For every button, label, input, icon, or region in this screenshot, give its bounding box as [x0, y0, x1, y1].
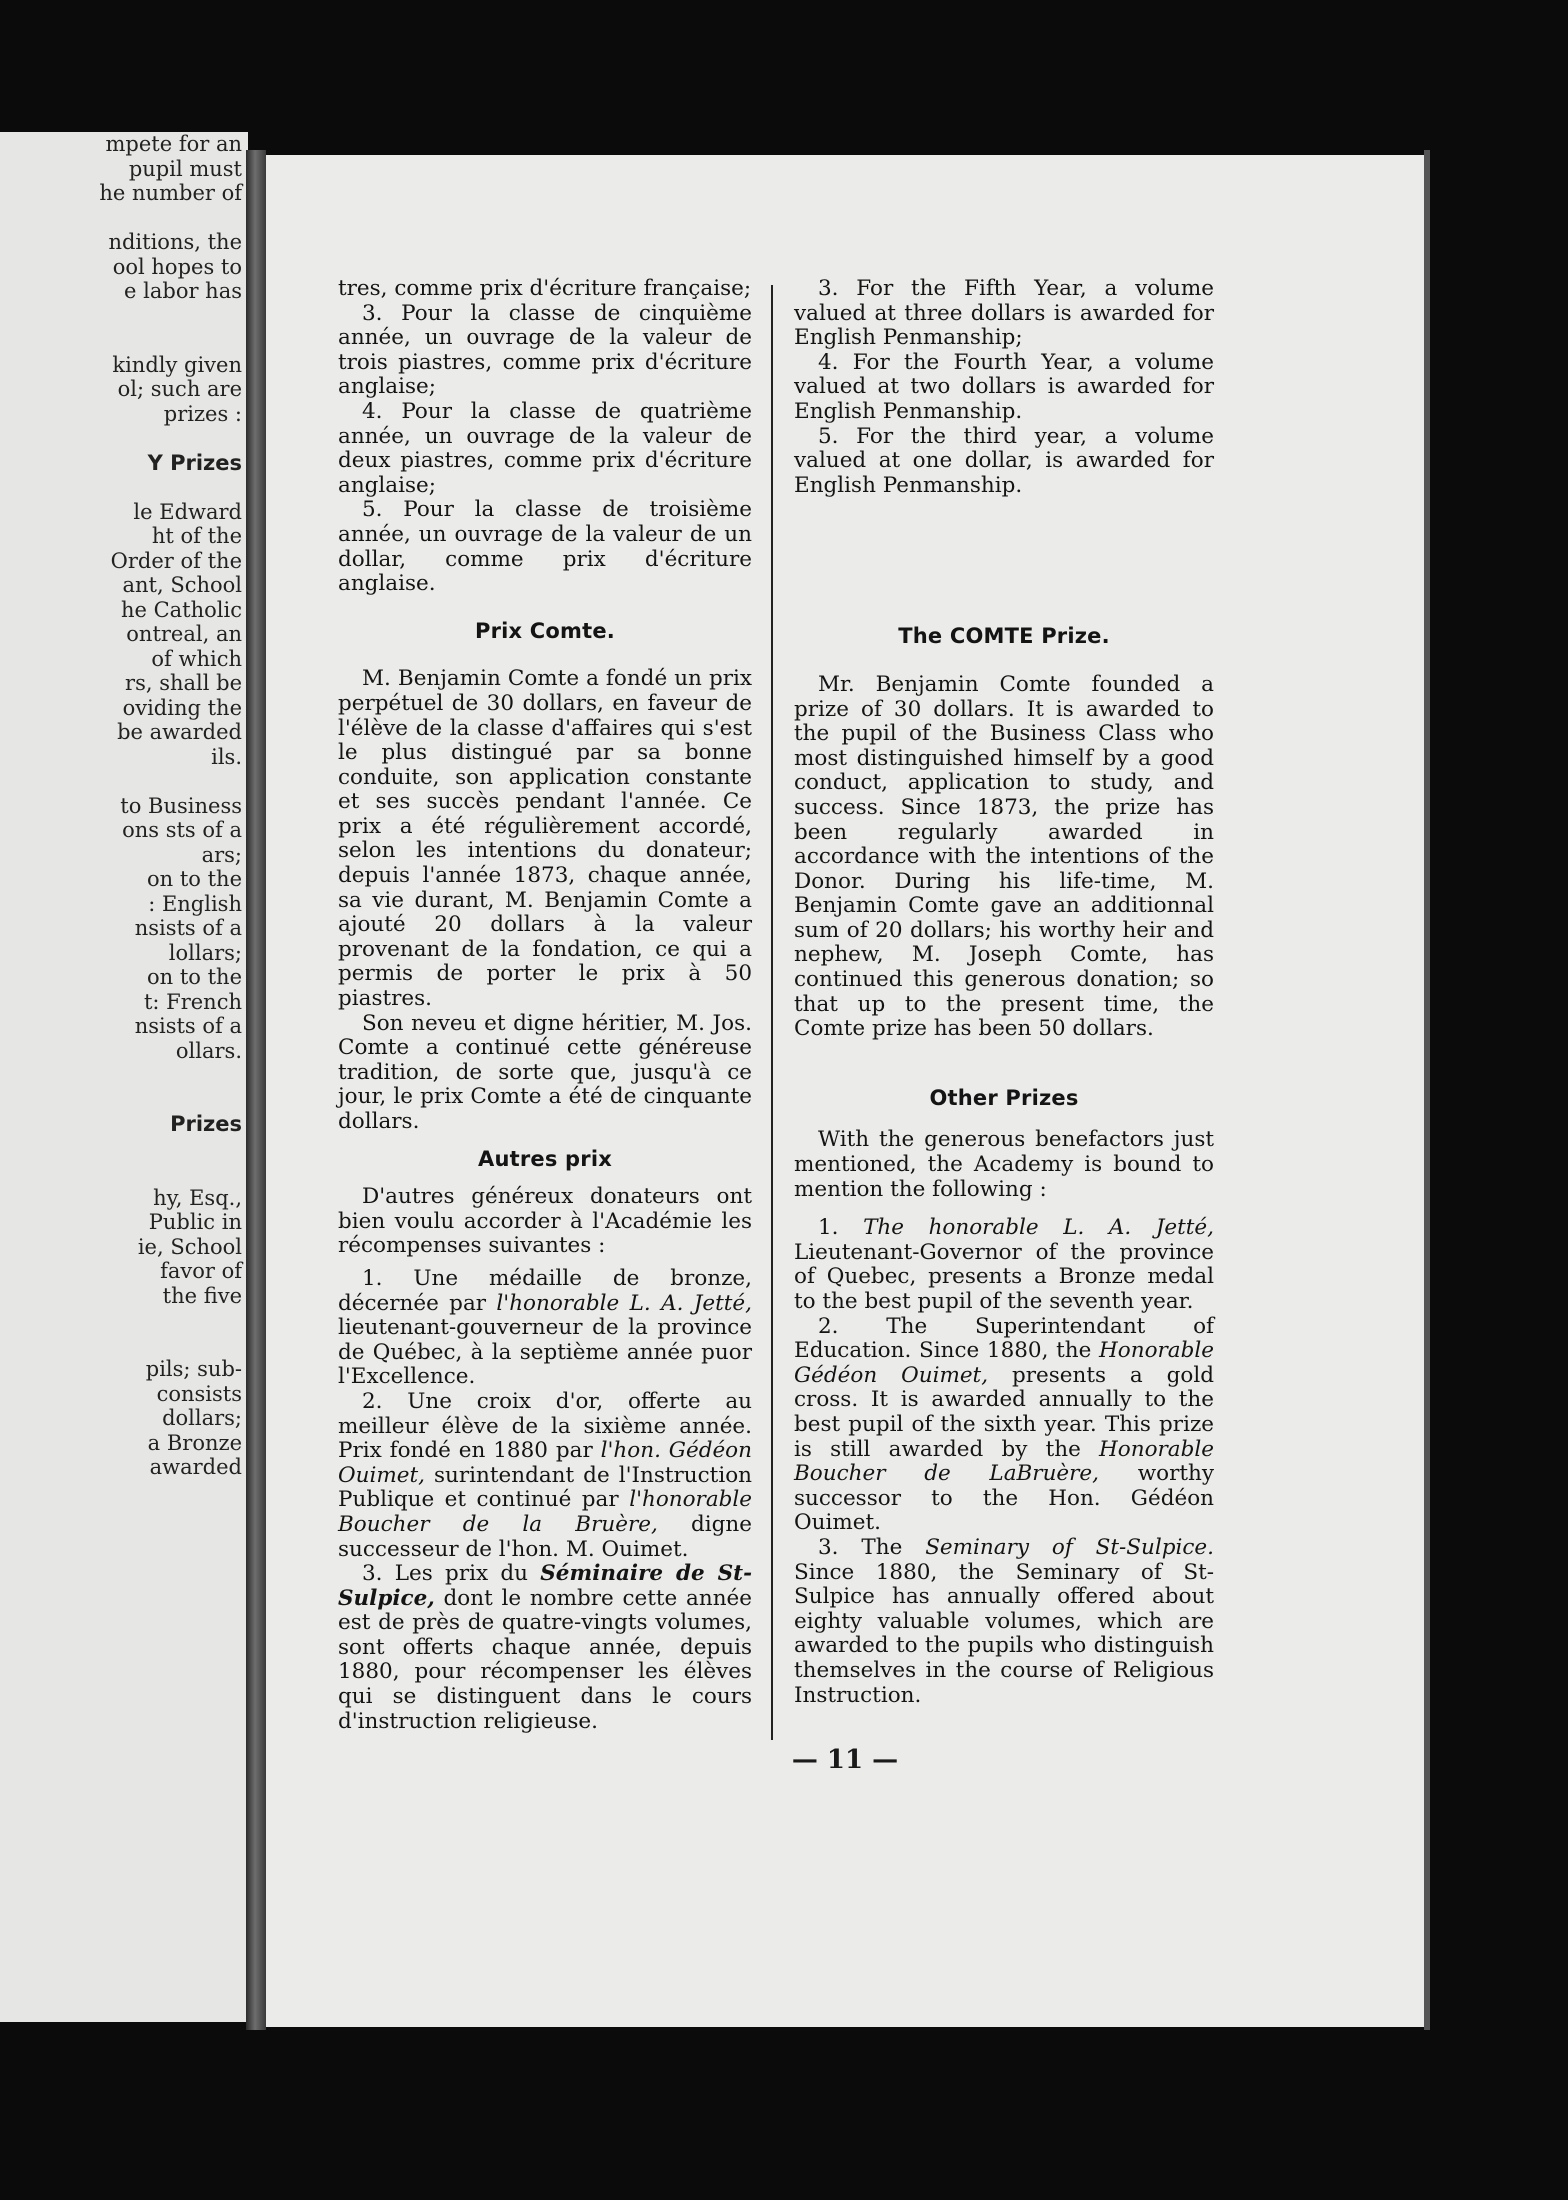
left-page-line — [0, 1333, 242, 1358]
en-paragraph: 1. The honorable L. A. Jetté, Lieutenant-Governor of the province of Quebec, presents a Bronze medal to the best pupil of the seventh year. — [794, 1215, 1214, 1314]
left-page-line — [0, 769, 242, 794]
heading-autres-prix: Autres prix — [478, 1146, 612, 1171]
left-page-line: rs, shall be — [125, 671, 242, 695]
left-page-line: Order of the — [110, 548, 242, 573]
left-page-line: ie, School — [137, 1234, 242, 1259]
main-page — [266, 155, 1424, 2027]
left-page-line: ons sts of a — [122, 818, 242, 842]
english-column — [794, 277, 1214, 1708]
page-edge-shadow — [1424, 150, 1430, 2030]
fr-paragraph: 3. Les prix du Séminaire de St-Sulpice, dont le nombre cette année est de près de quatre-vingts volumes, sont offerts chaque année, depuis 1880, pour récompenser les élèves qui se distinguent dans le cours d'instruction religieuse. — [338, 1561, 752, 1734]
column-divider — [771, 285, 773, 1740]
left-page-fragment — [0, 132, 248, 2022]
left-page-line: nditions, the — [108, 230, 242, 254]
left-page-line: ol; such are — [117, 377, 242, 401]
left-page-line: nsists of a — [134, 916, 242, 940]
fr-paragraph: 1. Une médaille de bronze, décernée par l'honorable L. A. Jetté, lieutenant-gouverneur de la province de Québec, à la septième année puor l'Excellence. — [338, 1265, 752, 1390]
en-paragraph: 4. For the Fourth Year, a volume valued at two dollars is awarded for English Penmanship. — [794, 349, 1214, 424]
left-page-line: of which — [151, 646, 242, 671]
en-paragraph: 2. The Superintendant of Education. Since 1880, the Honorable Gédéon Ouimet, presents a gold cross. It is awarded annually to the best pupil of the sixth year. This prize is still awarded by the Honorable Boucher de LaBruère, worthy successor to the Hon. Gédéon Ouimet. — [794, 1313, 1214, 1536]
left-page-line — [0, 426, 242, 451]
left-page-line: a Bronze — [147, 1430, 242, 1455]
left-page-text — [0, 132, 242, 1480]
left-page-line: : English — [148, 891, 242, 916]
en-paragraph: Mr. Benjamin Comte founded a prize of 30 dollars. It is awarded to the pupil of the Business Class who most distinguished himself by a good conduct, application to study, and success. Since 1873, the prize has been regularly awarded in accordance with the intentions of the Donor. During his life-time, M. Benjamin Comte gave an additionnal sum of 20 dollars; his worthy heir and nephew, M. Joseph Comte, has continued this generous donation; so that up to the present time, the Comte prize has been 50 dollars. — [794, 671, 1214, 1042]
book-binding — [246, 150, 266, 2030]
left-page-line: ht of the — [151, 524, 242, 548]
left-page-line: dollars; — [162, 1406, 242, 1430]
left-page-line: the five — [162, 1283, 242, 1308]
fr-paragraph: M. Benjamin Comte a fondé un prix perpétuel de 30 dollars, en faveur de l'élève de la classe d'affaires qui s'est le plus distingué par sa bonne conduite, son application constante et ses succès pendant l'année. Ce prix a été régulièrement accordé, selon les intentions du donateur; depuis l'année 1873, chaque année, sa vie durant, M. Benjamin Comte a ajouté 20 dollars à la valeur provenant de la fondation, ce qui a permis de porter le prix à 50 piastres. — [338, 666, 752, 1012]
left-page-line: le Edward — [133, 499, 242, 524]
left-page-line: on to the — [147, 867, 242, 891]
french-column — [338, 277, 752, 1734]
left-page-line: nsists of a — [134, 1014, 242, 1038]
fr-paragraph: 4. Pour la classe de quatrième année, un ouvrage de la valeur de deux piastres, comme prix d'écriture anglaise; — [338, 398, 752, 498]
left-page-line — [0, 475, 242, 500]
left-page-heading: Y Prizes — [147, 450, 242, 475]
left-page-line: ontreal, an — [126, 622, 242, 646]
left-page-line — [0, 1308, 242, 1333]
left-page-line: on to the — [147, 965, 242, 989]
fr-paragraph: 3. Pour la classe de cinquième année, un ouvrage de la valeur de trois piastres, comme prix d'écriture anglaise; — [338, 300, 752, 400]
left-page-line: favor of — [160, 1259, 242, 1283]
fr-paragraph: Son neveu et digne héritier, M. Jos. Comte a continué cette généreuse tradition, de sorte que, jusqu'à ce jour, le prix Comte a été de cinquante dollars. — [338, 1010, 752, 1134]
heading-other-prizes: Other Prizes — [929, 1085, 1079, 1110]
page-number: — 11 — — [791, 1745, 899, 1775]
left-page-line: pils; sub- — [145, 1357, 242, 1381]
heading-comte-prize: The COMTE Prize. — [898, 624, 1110, 649]
left-page-line: awarded — [149, 1455, 242, 1479]
left-page-line — [0, 1088, 242, 1113]
fr-paragraph: 5. Pour la classe de troisième année, un ouvrage de la valeur de un dollar, comme prix d'écriture anglaise. — [338, 497, 752, 597]
left-page-line: be awarded — [117, 720, 242, 744]
left-page-line — [0, 1137, 242, 1162]
left-page-line: kindly given — [112, 352, 242, 377]
left-page-line: e labor has — [124, 279, 242, 303]
left-page-line: ars; — [201, 842, 242, 867]
left-page-line: ant, School — [122, 573, 242, 597]
fr-paragraph: D'autres généreux donateurs ont bien voulu accorder à l'Académie les récompenses suivantes : — [338, 1184, 752, 1259]
left-page-line — [0, 206, 242, 231]
fr-paragraph: 2. Une croix d'or, offerte au meilleur élève de la sixième année. Prix fondé en 1880 par l'hon. Gédéon Ouimet, surintendant de l'Instruction Publique et continué par l'honorable Boucher de la Bruère, digne successeur de l'hon. M. Ouimet. — [338, 1388, 753, 1562]
left-page-line: ollars. — [175, 1038, 242, 1063]
left-page-line — [0, 1063, 242, 1088]
left-page-line: ool hopes to — [112, 254, 242, 279]
en-paragraph: With the generous benefactors just mentioned, the Academy is bound to mention the following : — [794, 1127, 1214, 1202]
left-page-line: prizes : — [163, 401, 242, 426]
heading-prix-comte: Prix Comte. — [475, 618, 615, 643]
left-page-line — [0, 328, 242, 353]
fr-paragraph: tres, comme prix d'écriture française; — [338, 276, 752, 301]
left-page-heading: Prizes — [170, 1112, 242, 1136]
left-page-line: mpete for an — [105, 132, 242, 156]
left-page-line: lollars; — [168, 940, 242, 965]
left-page-line: ils. — [211, 744, 242, 769]
left-page-line — [0, 1161, 242, 1186]
left-page-line: t: French — [143, 989, 242, 1014]
left-page-line: consists — [156, 1381, 242, 1406]
en-paragraph: 5. For the third year, a volume valued at one dollar, is awarded for English Penmanship. — [794, 423, 1214, 498]
left-page-line: he number of — [99, 181, 242, 205]
left-page-line: to Business — [120, 793, 242, 818]
left-page-line: he Catholic — [120, 597, 242, 622]
left-page-line: oviding the — [122, 695, 242, 720]
left-page-line: pupil must — [128, 156, 242, 181]
en-paragraph: 3. For the Fifth Year, a volume valued at three dollars is awarded for English Penmanship; — [794, 276, 1214, 351]
left-page-line: Public in — [148, 1210, 242, 1234]
left-page-line: hy, Esq., — [153, 1185, 242, 1210]
en-paragraph: 3. The Seminary of St-Sulpice. Since 1880, the Seminary of St-Sulpice has annually offered about eighty valuable volumes, which are awarded to the pupils who distinguish themselves in the course of Religious Instruction. — [794, 1534, 1214, 1708]
left-page-line — [0, 304, 242, 329]
